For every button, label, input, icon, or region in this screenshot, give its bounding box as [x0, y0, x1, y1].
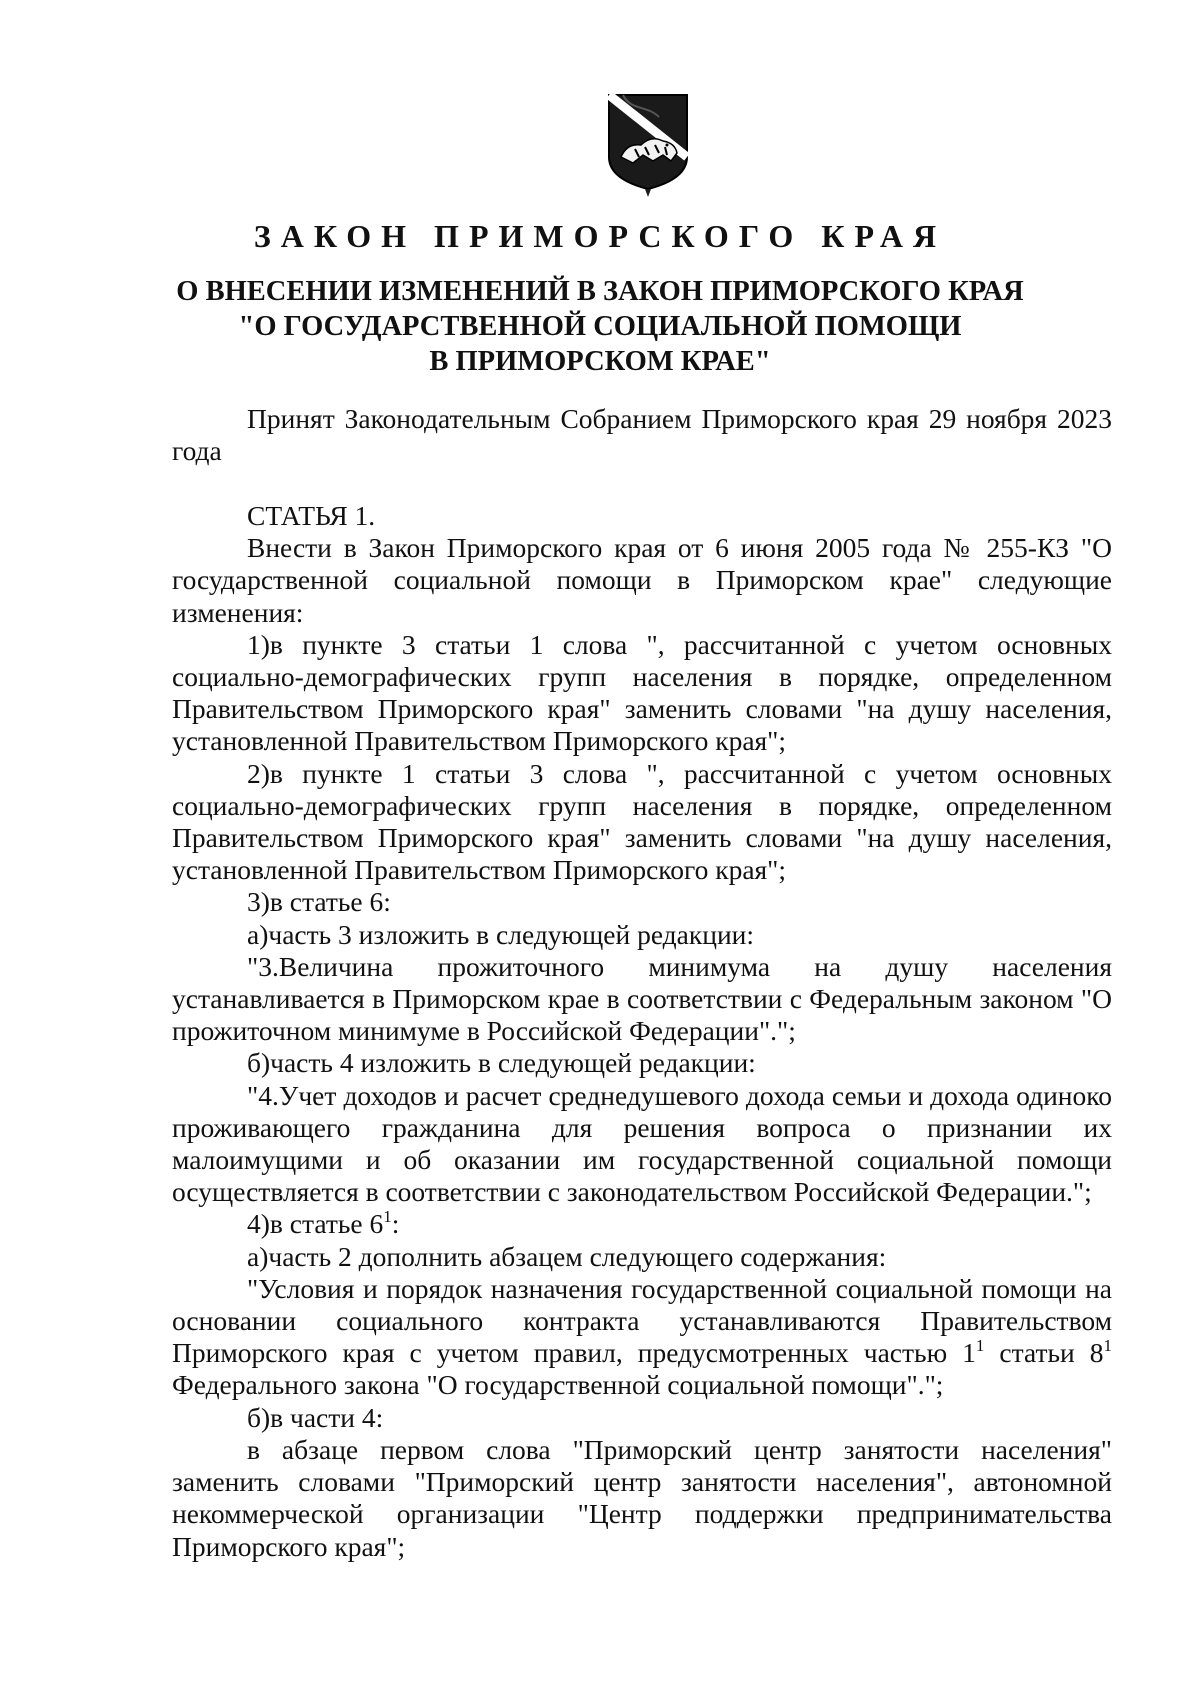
item-4-text: 4)в статье 6	[247, 1208, 384, 1240]
paragraph-item-3a-text: "3.Величина прожиточного минимума на душу населения устанавливается в Приморском крае в соответствии с Федеральным законом "О прожиточном минимуме в Российской Федерации".";	[172, 950, 1112, 1047]
law-title: ЗАКОН ПРИМОРСКОГО КРАЯ	[253, 218, 947, 254]
paragraph-item-4	[172, 1208, 1112, 1240]
superscript: 1	[383, 1207, 392, 1227]
subtitle-line: "О ГОСУДАРСТВЕННОЙ СОЦИАЛЬНОЙ ПОМОЩИ	[238, 311, 962, 342]
paragraph-item-3b-text: "4.Учет доходов и расчет среднедушевого дохода семьи и дохода одиноко проживающего гражданина для решения вопроса о признании их малоимущими и об оказании им государственной социальной помощи осуществляется в соответствии с законодательством Российской Федерации.";	[172, 1079, 1112, 1208]
paragraph-item-1: 1)в пункте 3 статьи 1 слова ", рассчитанной с учетом основных социально-демографических групп населения в порядке, определенном Правительством Приморского края" заменить словами "на душу населения, установленной Правительством Приморского края";	[172, 628, 1112, 757]
adoption-text: Принят Законодательным Собранием Приморского края 29 ноября 2023 года	[172, 403, 1112, 467]
paragraph-item-4a-text	[172, 1273, 1112, 1402]
paragraph-item-3a: а)часть 3 изложить в следующей редакции:	[247, 918, 755, 950]
law-subtitle	[0, 274, 1200, 379]
paragraph-item-4b-text: в абзаце первом слова "Приморский центр занятости населения" заменить словами "Приморский центр занятости населения", автономной некоммерческой организации "Центр поддержки предпринимательства Приморского края";	[172, 1433, 1112, 1562]
paragraph-item-2: 2)в пункте 1 статьи 3 слова ", рассчитанной с учетом основных социально-демографических групп населения в порядке, определенном Правительством Приморского края" заменить словами "на душу населения, установленной Правительством Приморского края";	[172, 757, 1112, 886]
document-body	[172, 500, 1112, 1563]
subtitle-line: В ПРИМОРСКОМ КРАЕ"	[429, 346, 771, 377]
coat-of-arms-emblem	[605, 91, 691, 197]
superscript: 1	[975, 1336, 985, 1356]
paragraph-item-3: 3)в статье 6:	[247, 886, 391, 918]
article-heading: СТАТЬЯ 1.	[247, 500, 376, 531]
superscript: 1	[1103, 1336, 1112, 1356]
subtitle-line: О ВНЕСЕНИИ ИЗМЕНЕНИЙ В ЗАКОН ПРИМОРСКОГО КРАЯ	[176, 276, 1024, 307]
adoption-note	[172, 403, 1112, 467]
paragraph-intro: Внести в Закон Приморского края от 6 июня 2005 года № 255-КЗ "О государственной социальной помощи в Приморском крае" следующие изменения:	[172, 532, 1112, 628]
paragraph-item-4b: б)в части 4:	[247, 1401, 384, 1433]
paragraph-item-3b: б)часть 4 изложить в следующей редакции:	[247, 1047, 756, 1079]
item-4a-text-part: Федерального закона "О государственной социальной помощи".";	[172, 1369, 944, 1401]
item-4-colon: :	[391, 1208, 400, 1240]
item-4a-text-part: "Условия и порядок назначения государственной социальной помощи на основании социального контракта устанавливаются Правительством Приморского края с учетом правил, предусмотренных частью 1	[172, 1272, 1112, 1369]
item-4a-text-part: статьи 8	[984, 1337, 1104, 1369]
paragraph-item-4a: а)часть 2 дополнить абзацем следующего содержания:	[247, 1240, 887, 1272]
